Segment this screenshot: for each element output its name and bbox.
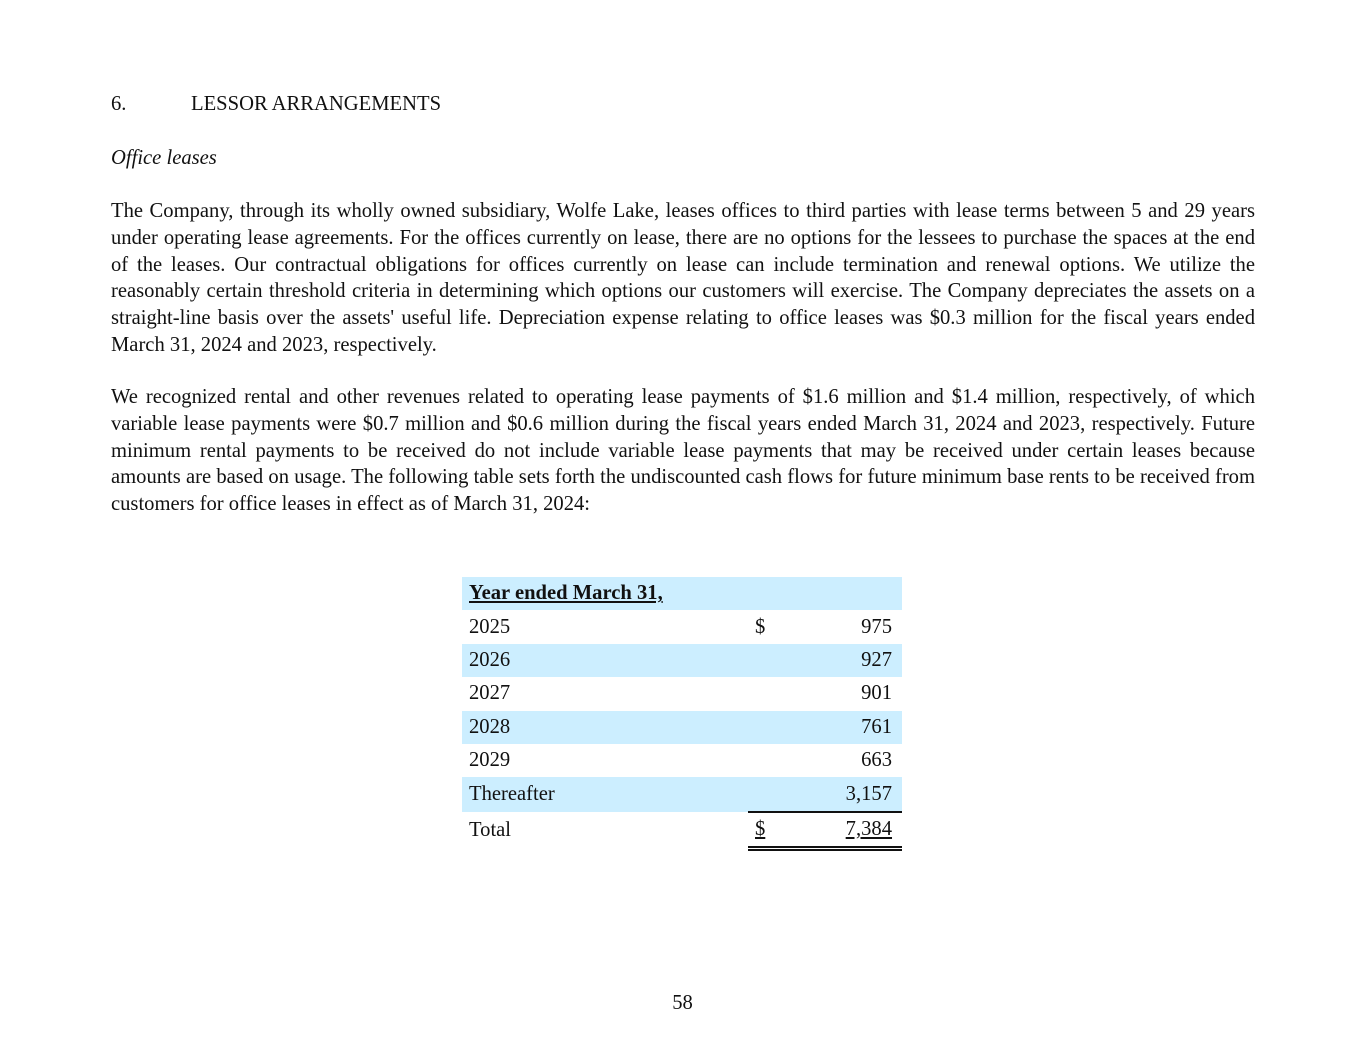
- table-row: [462, 744, 902, 777]
- total-value: 7,384: [775, 812, 902, 849]
- paragraph-rental-revenues: We recognized rental and other revenues related to operating lease payments of $1.6 million and $1.4 million, respectively, of which variable lease payments were $0.7 million and $0.6 million during the fiscal years ended March 31, 2024 and 2023, respectively. Future minimum rental payments to be received do not include variable lease payments that may be received under certain leases because amounts are based on usage. The following table sets forth the undiscounted cash flows for future minimum base rents to be received from customers for office leases in effect as of March 31, 2024:: [111, 386, 1255, 516]
- row-currency: [748, 777, 775, 811]
- row-currency: [748, 644, 775, 677]
- row-label: 2026: [462, 644, 748, 677]
- table-row: [462, 677, 902, 710]
- row-value: 975: [861, 615, 893, 638]
- total-label: Total: [469, 818, 512, 841]
- row-currency: [748, 677, 775, 710]
- table-total-row: [462, 812, 902, 849]
- table-header: Year ended March 31,: [462, 577, 902, 610]
- table-header-row: [462, 577, 902, 610]
- row-label: 2025: [469, 615, 511, 638]
- row-currency: [748, 744, 775, 777]
- section-subtitle: Office leases: [111, 147, 217, 169]
- section-title: LESSOR ARRANGEMENTS: [191, 93, 442, 115]
- total-currency: $: [748, 812, 775, 849]
- lease-payments-table: [462, 577, 902, 851]
- row-value: 3,157: [775, 777, 902, 811]
- row-value: 927: [775, 644, 902, 677]
- paragraph-office-leases: The Company, through its wholly owned subsidiary, Wolfe Lake, leases offices to third parties with lease terms between 5 and 29 years under operating lease agreements. For the offices currently on lease, there are no options for the lessees to purchase the spaces at the end of the leases. Our contractual obligations for offices currently on lease can include termination and renewal options. We utilize the reasonably certain threshold criteria in determining which options our customers will exercise. The Company depreciates the assets on a straight-line basis over the assets' useful life. Depreciation expense relating to office leases was $0.3 million for the fiscal years ended March 31, 2024 and 2023, respectively.: [111, 200, 1255, 356]
- row-label: 2029: [469, 749, 511, 772]
- table-row: [462, 711, 902, 744]
- row-value: 901: [861, 682, 893, 705]
- page-number: 58: [672, 992, 693, 1014]
- section-number: 6.: [111, 93, 127, 115]
- table-row: [462, 777, 902, 811]
- row-label: Thereafter: [462, 777, 748, 811]
- section-heading: [111, 91, 441, 117]
- table-row: [462, 610, 902, 643]
- row-label: 2027: [469, 682, 511, 705]
- lease-payments-table-container: [462, 577, 902, 851]
- row-currency: [748, 711, 775, 744]
- row-currency: $: [755, 615, 766, 638]
- row-value: 761: [775, 711, 902, 744]
- row-value: 663: [861, 749, 893, 772]
- table-row: [462, 644, 902, 677]
- row-label: 2028: [462, 711, 748, 744]
